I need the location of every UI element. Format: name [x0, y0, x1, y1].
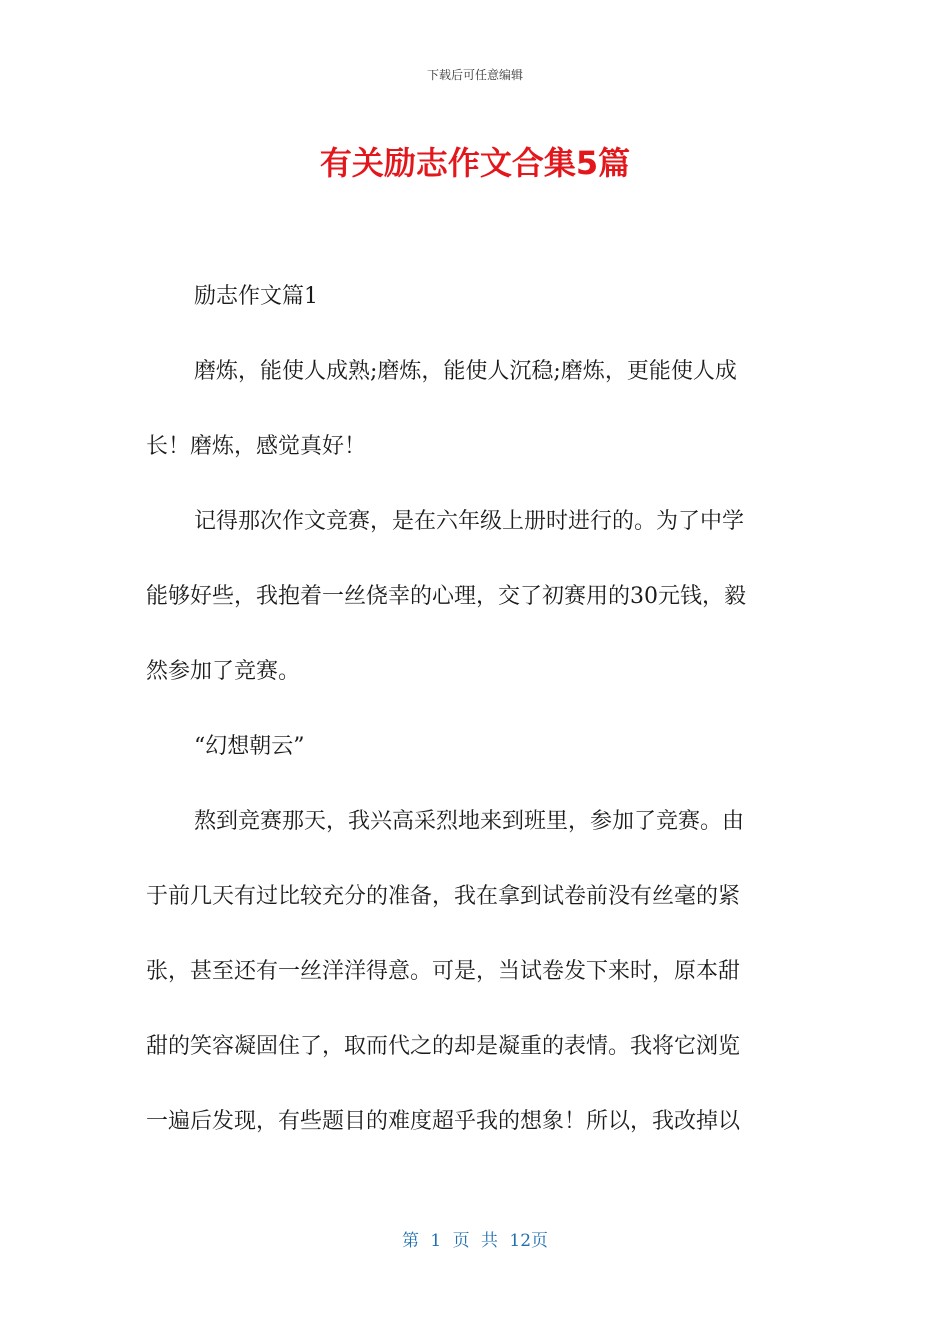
section-heading: 励志作文篇1 [194, 284, 318, 309]
document-body [146, 275, 806, 1175]
paragraph-line: 磨炼，能使人成熟;磨炼，能使人沉稳;磨炼，更能使人成 [194, 359, 737, 384]
paragraph-line: 然参加了竞赛。 [146, 659, 301, 684]
paragraph-line: 甜的笑容凝固住了，取而代之的却是凝重的表情。我将它浏览 [146, 1034, 741, 1059]
paragraph-line: 长！磨炼，感觉真好！ [146, 434, 367, 459]
paragraph-line: 于前几天有过比较充分的准备，我在拿到试卷前没有丝毫的紧 [146, 884, 741, 909]
header-note: 下载后可任意编辑 [426, 68, 523, 82]
paragraph-line: 张，甚至还有一丝洋洋得意。可是，当试卷发下来时，原本甜 [146, 959, 741, 984]
paragraph-line: 一遍后发现，有些题目的难度超乎我的想象！所以，我改掉以 [146, 1109, 741, 1134]
paragraph-line: 能够好些，我抱着一丝侥幸的心理，交了初赛用的30元钱，毅 [146, 584, 746, 609]
page-footer: 第 1 页 共 12页 [401, 1231, 549, 1251]
paragraph-line: 熬到竞赛那天，我兴高采烈地来到班里，参加了竞赛。由 [194, 809, 745, 834]
quote-line: “幻想朝云” [194, 734, 305, 759]
document-title: 有关励志作文合集5篇 [319, 144, 631, 182]
paragraph-line: 记得那次作文竞赛，是在六年级上册时进行的。为了中学 [194, 509, 745, 534]
